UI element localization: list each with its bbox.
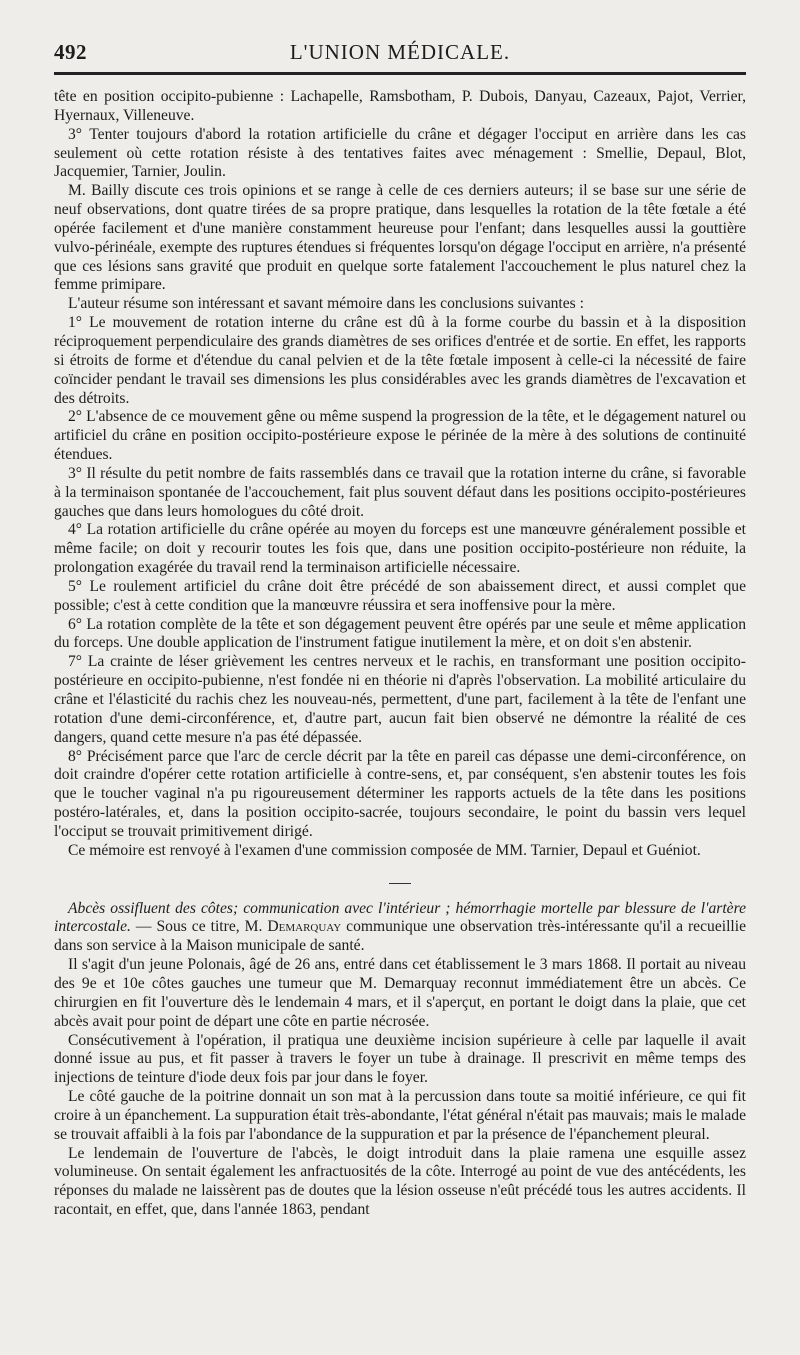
running-title: L'UNION MÉDICALE. [289,40,511,64]
paragraph: Ce mémoire est renvoyé à l'examen d'une commission composée de MM. Tarnier, Depaul et Guéniot. [68,841,701,859]
paragraph: Il s'agit d'un jeune Polonais, âgé de 26 ans, entré dans cet établissement le 3 mars 1868. Il portait au niveau des 9e et 10e côtes gauches une tumeur que M. Demarquay reconnut immédiatement être un abcès. Ce chirurgien en fit l'ouverture dès le lendemain 4 mars, et il s'aperçut, en portant le doigt dans la plaie, que cet abcès avait pour point de départ une côte en partie nécrosée. [54,956,746,1030]
article-title-rest: communique une observation très-intéressante qu'il a recueillie dans son service à la Maison municipale de santé. [54,918,746,955]
article-title: Abcès ossifluent des côtes; communication avec l'intérieur ; hémorrhagie mortelle par blessure de l'artère intercostale. [54,899,746,936]
paragraph: Le lendemain de l'ouverture de l'abcès, le doigt introduit dans la plaie ramena une esquille assez volumineuse. On sentait également les anfractuosités de la côte. Interrogé au point de vue des antécédents, les réponses du malade ne laissèrent pas de doutes que la lésion osseuse n'eût précédé tous les autres accidents. Il racontait, en effet, que, dans l'année 1863, pendant [54,1144,746,1219]
article-author: Demarquay [267,918,342,936]
paragraph: L'auteur résume son intéressant et savant mémoire dans les conclusions suivantes : [68,295,584,313]
paragraph: tête en position occipito-pubienne : Lachapelle, Ramsbotham, P. Dubois, Danyau, Cazeaux, Pajot, Verrier, Hyernaux, Villeneuve. [54,88,746,124]
article-intro [54,900,746,957]
conclusion-7: 7° La crainte de léser grièvement les centres nerveux et le rachis, en transformant une position occipito-postérieure en occipito-pubienne, n'est fondée ni en théorie ni d'après l'observation. La mobilité articulaire du crâne et l'élasticité du rachis chez les nouveau-nés, permettent, d'une part, facilement à la tête de l'enfant une rotation d'une demi-circonférence, et, d'autre part, aucun fait bien observé ne démontre la réalité de ces dangers, quand cette mesure n'a pas été dépassée. [54,653,746,746]
conclusion-2: 2° L'absence de ce mouvement gêne ou même suspend la progression de la tête, et le dégagement naturel ou artificiel du crâne en position occipito-postérieure expose le périnée de la mère à des solutions de continuité étendues. [54,408,746,464]
paragraph: M. Bailly discute ces trois opinions et se range à celle de ces derniers auteurs; il se base sur une série de neuf observations, dont quatre tirées de sa propre pratique, dans lesquelles la rotation de la tête fœtale a été opérée facilement et d'une manière constamment heureuse pour l'enfant; dans lesquelles aussi la gouttière vulvo-périnéale, exempte des ruptures étendues si fréquentes lorsqu'on dégage l'occiput en arrière, n'a présenté que ces lésions sans gravité que produit en quelque sorte fatalement l'accouchement le plus naturel chez la femme primipare. [54,182,746,294]
page-header [54,40,746,66]
paragraph: Consécutivement à l'opération, il pratiqua une deuxième incision supérieure à celle par laquelle il avait donné issue au pus, et fit passer à travers le foyer un tube à drainage. Il prescrivit en même temps des injections de teinture d'iode deux fois par jour dans le foyer. [54,1031,746,1087]
paragraph: 3° Tenter toujours d'abord la rotation artificielle du crâne et dégager l'occiput en arrière dans les cas seulement où cette rotation résiste à des tentatives faites avec ménagement : Smellie, Depaul, Blot, Jacquemier, Tarnier, Joulin. [54,125,746,181]
conclusion-8: 8° Précisément parce que l'arc de cercle décrit par la tête en pareil cas dépasse une demi-circonférence, on doit craindre d'opérer cette rotation artificielle à contre-sens, et, par conséquent, s'en abstenir toutes les fois que le toucher vaginal n'a pu rigoureusement déterminer les rapports actuels de la tête dans les positions postéro-latérales, et, dans la position occipito-sacrée, toujours secondaire, le point du bassin vers lequel l'occiput se trouvait primitivement dirigé. [54,747,746,840]
conclusion-4: 4° La rotation artificielle du crâne opérée au moyen du forceps est une manœuvre généralement possible et même facile; on doit y recourir toutes les fois que, dans une position occipito-postérieure non réduite, la prolongation exagérée du travail rend la terminaison artificielle nécessaire. [54,521,746,577]
conclusion-3: 3° Il résulte du petit nombre de faits rassemblés dans ce travail que la rotation interne du crâne, si favorable à la terminaison spontanée de l'accouchement, fait plus souvent défaut dans les positions occipito-postérieures gauches que dans leurs homologues du côté droit. [54,464,746,520]
paragraph: Le côté gauche de la poitrine donnait un son mat à la percussion dans toute sa moitié inférieure, ce qui fit croire à un épanchement. La suppuration était très-abondante, l'état général n'était pas mauvais; mais le malade se trouvait affaibli à la fois par l'abondance de la suppuration et par la présence de l'épanchement pleural. [54,1088,746,1143]
header-rule [54,72,746,75]
section-separator [389,883,411,884]
article-title-rest: — Sous ce titre, M. [130,918,268,936]
page-body [54,88,746,1220]
conclusion-5: 5° Le roulement artificiel du crâne doit être précédé de son abaissement direct, et aussi complet que possible; c'est à cette condition que la manœuvre réussira et sera inoffensive pour la mère. [54,577,746,614]
conclusion-6: 6° La rotation complète de la tête et son dégagement peuvent être opérés par une seule et même application du forceps. Une double application de l'instrument fatigue inutilement la mère, et on doit s'en abstenir. [54,615,746,652]
conclusion-1: 1° Le mouvement de rotation interne du crâne est dû à la forme courbe du bassin et à la disposition réciproquement perpendiculaire des grands diamètres de ses orifices d'entrée et de sortie. En effet, les rapports si étroits de forme et d'étendue du canal pelvien et de la tête fœtale imposent à celle-ci la nécessité de faire coïncider pendant le travail ses dimensions les plus considérables avec les grands diamètres de l'excavation et des détroits. [54,314,746,407]
page-number: 492 [54,40,87,64]
